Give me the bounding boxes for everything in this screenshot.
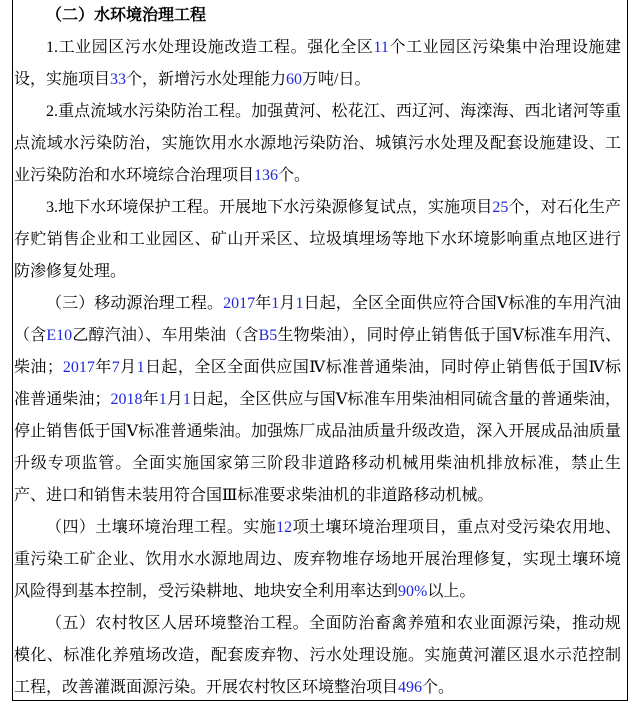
text-run: 项土壤环境治理项目，重点对受污染农用地、重污染工矿企业、饮用水水源地周边、废弃物堆存场地开展治理修复，实现土壤环境风险得到基本控制，受污染耕地、地块安全利用率达到: [14, 519, 621, 600]
text-run: 月: [279, 295, 296, 312]
text-run: 月: [166, 391, 183, 408]
paragraph: [14, 96, 621, 192]
number-run: 11: [373, 39, 389, 56]
text-run: 以上。: [427, 583, 476, 600]
text-run: 乙醇汽油）、车用柴油（含: [72, 327, 259, 344]
text-run: 个。: [422, 679, 455, 696]
number-run: 1: [182, 391, 191, 408]
number-run: 1: [136, 359, 145, 376]
paragraph: [14, 32, 621, 96]
text-run: 个。: [278, 167, 311, 184]
document-body: [14, 0, 621, 701]
text-run: 年: [94, 359, 112, 376]
text-run: 个工业园区污染集中治理设施建设，实施项目: [14, 39, 621, 88]
number-run: 60: [286, 71, 303, 88]
number-run: 33: [110, 71, 127, 88]
text-run: （三）移动源治理工程。: [46, 295, 224, 312]
number-run: 1: [158, 391, 167, 408]
text-run: 1.工业园区污水处理设施改造工程。强化全区: [46, 39, 374, 56]
number-run: B5: [258, 327, 278, 344]
number-run: 12: [276, 519, 293, 536]
text-run: （五）农村牧区人居环境整治工程。全面防治畜禽养殖和农业面源污染，推动规模化、标准化养殖场改造，配套废弃物、污水处理设施。实施黄河灌区退水示范控制工程，改善灌溉面源污染。开展农村牧区环境整治项目: [14, 615, 621, 696]
paragraph-list: [14, 32, 621, 701]
text-run: 日起，全区全面供应国Ⅳ标准普通柴油，同时停止销售低于国Ⅳ标准普通柴油；: [14, 359, 621, 408]
paragraph: [14, 192, 621, 288]
number-run: 136: [254, 167, 279, 184]
text-run: 2.重点流域水污染防治工程。加强黄河、松花江、西辽河、海滦海、西北诸河等重点流域水污染防治，实施饮用水水源地污染防治、城镇污水处理及配套设施建设、工业污染防治和水环境综合治理项目: [14, 103, 621, 184]
text-run: 年: [142, 391, 159, 408]
section-heading: （二）水环境治理工程: [46, 7, 207, 24]
document-frame: [12, 0, 628, 701]
text-run: 个，对石化生产存贮销售企业和工业园区、矿山开采区、垃圾填埋场等地下水环境影响重点地区进行防渗修复处理。: [14, 199, 621, 280]
text-run: 日起，全区全面供应符合国Ⅴ标准的车用汽油（含: [14, 295, 621, 344]
number-run: 90%: [398, 583, 428, 600]
paragraph: [14, 288, 621, 512]
text-run: 年: [255, 295, 272, 312]
number-run: 2017: [62, 359, 95, 376]
text-run: （四）土壤环境治理工程。实施: [46, 519, 277, 536]
paragraph: [14, 512, 621, 608]
text-run: 生物柴油），同时停止销售低于国Ⅴ标准车用汽、柴油；: [14, 327, 621, 376]
text-run: 3.地下水环境保护工程。开展地下水污染源修复试点，实施项目: [46, 199, 493, 216]
number-run: 1: [271, 295, 280, 312]
text-run: 日起，全区供应与国Ⅴ标准车用柴油相同硫含量的普通柴油，停止销售低于国Ⅴ标准普通柴油。加强炼厂成品油质量升级改造，深入开展成品油质量升级专项监管。全面实施国家第三阶段非道路移动机械用柴油机排放标准，禁止生产、进口和销售未装用符合国Ⅲ标准要求柴油机的非道路移动机械。: [14, 391, 621, 504]
paragraph: [14, 608, 621, 701]
number-run: 496: [398, 679, 423, 696]
text-run: 个，新增污水处理能力: [126, 71, 287, 88]
number-run: 2018: [110, 391, 143, 408]
text-run: 万吨/日。: [302, 71, 371, 88]
number-run: 1: [295, 295, 304, 312]
number-run: 7: [111, 359, 120, 376]
number-run: 25: [492, 199, 509, 216]
number-run: E10: [46, 327, 73, 344]
number-run: 2017: [223, 295, 256, 312]
text-run: 月: [119, 359, 137, 376]
